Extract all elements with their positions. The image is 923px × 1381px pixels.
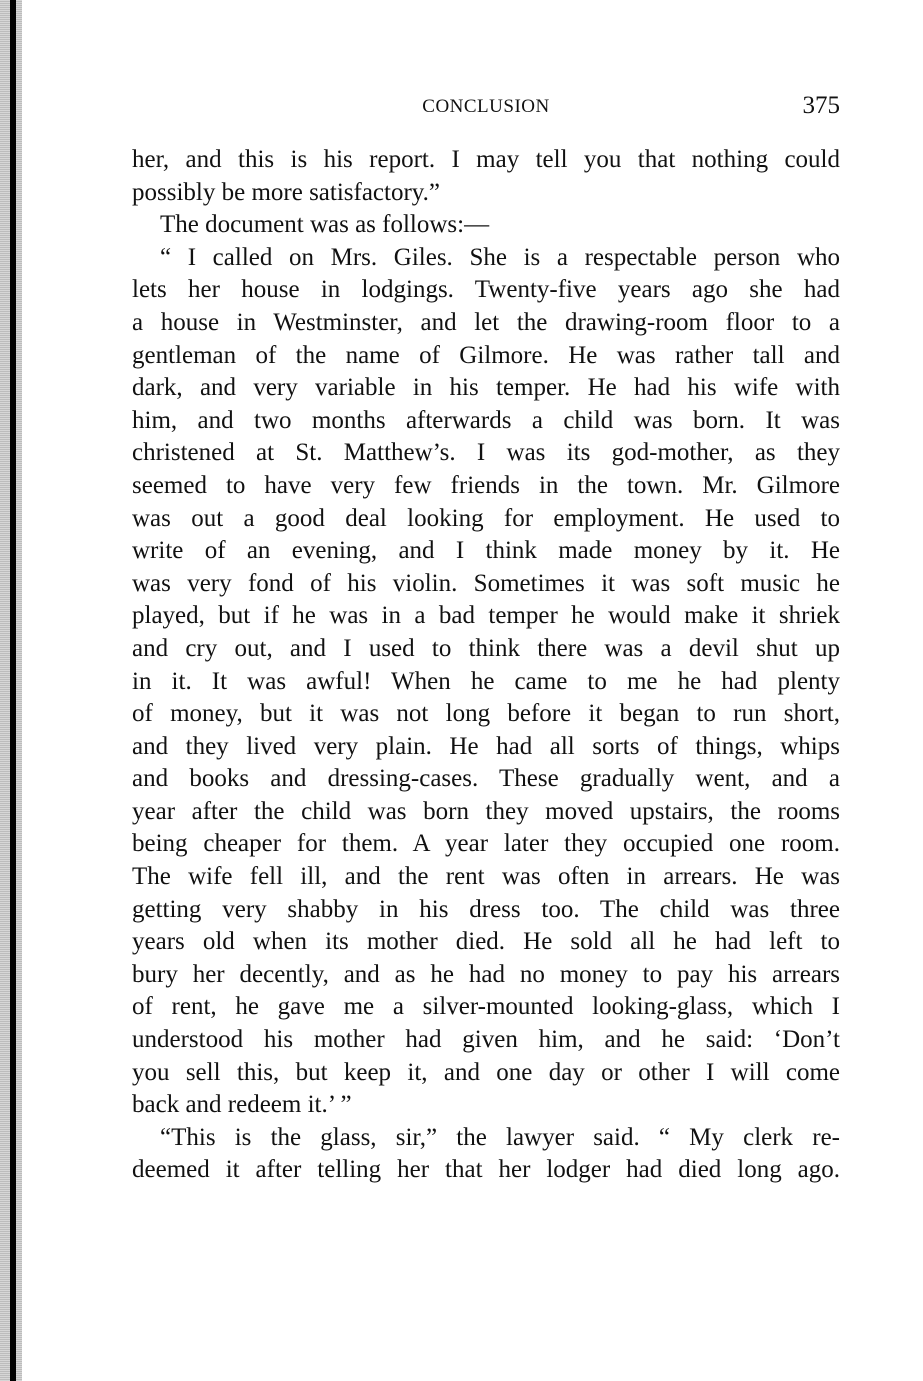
chapter-title: CONCLUSION <box>422 96 550 117</box>
text-line: a house in Westminster, and let the drawing-room floor to a <box>132 308 840 336</box>
text-line: “This is the glass, sir,” the lawyer said. “ My clerk re- <box>160 1123 840 1151</box>
text-line: seemed to have very few friends in the town. Mr. Gilmore <box>132 471 840 499</box>
text-line: and cry out, and I used to think there was a devil shut up <box>132 634 840 662</box>
body-text <box>132 144 840 1187</box>
text-line: in it. It was awful! When he came to me he had plenty <box>132 667 840 695</box>
text-line: him, and two months afterwards a child was born. It was <box>132 406 840 434</box>
text-line: deemed it after telling her that her lodger had died long ago. <box>132 1156 840 1184</box>
text-line: you sell this, but keep it, and one day or other I will come <box>132 1058 840 1086</box>
text-line: write of an evening, and I think made money by it. He <box>132 537 840 565</box>
text-line: possibly be more satisfactory.” <box>132 178 441 206</box>
text-line: The wife fell ill, and the rent was often in arrears. He was <box>132 863 840 891</box>
text-line: years old when its mother died. He sold all he had left to <box>132 928 840 956</box>
text-line: lets her house in lodgings. Twenty-five years ago she had <box>132 276 840 304</box>
text-line: back and redeem it.’ ” <box>132 1091 352 1119</box>
running-header <box>132 92 840 124</box>
text-line: of rent, he gave me a silver-mounted looking-glass, which I <box>132 993 840 1021</box>
text-line: of money, but it was not long before it began to run short, <box>132 700 840 728</box>
text-line: was out a good deal looking for employment. He used to <box>132 504 840 532</box>
text-line: was very fond of his violin. Sometimes it was soft music he <box>132 569 840 597</box>
text-line: gentleman of the name of Gilmore. He was rather tall and <box>132 341 840 369</box>
scan-binding-shadow <box>10 0 16 1381</box>
text-line: and books and dressing-cases. These gradually went, and a <box>132 765 840 793</box>
text-line: being cheaper for them. A year later they occupied one room. <box>132 830 840 858</box>
text-line: and they lived very plain. He had all sorts of things, whips <box>132 732 840 760</box>
text-line: bury her decently, and as he had no money to pay his arrears <box>132 960 840 988</box>
text-line: dark, and very variable in his temper. He had his wife with <box>132 374 840 402</box>
text-line: christened at St. Matthew’s. I was its god-mother, as they <box>132 439 840 467</box>
text-line: year after the child was born they moved upstairs, the rooms <box>132 797 840 825</box>
text-line: “ I called on Mrs. Giles. She is a respectable person who <box>160 243 840 271</box>
text-line: The document was as follows:— <box>160 211 490 239</box>
text-line: getting very shabby in his dress too. The child was three <box>132 895 840 923</box>
text-line: played, but if he was in a bad temper he would make it shriek <box>132 602 840 630</box>
text-line: understood his mother had given him, and he said: ‘Don’t <box>132 1026 840 1054</box>
text-line: her, and this is his report. I may tell you that nothing could <box>132 146 840 173</box>
page-number: 375 <box>802 92 840 119</box>
